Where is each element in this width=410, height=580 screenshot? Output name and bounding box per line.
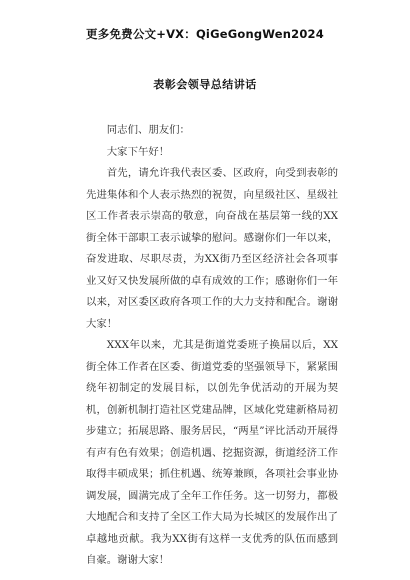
document-body bbox=[86, 120, 338, 572]
greeting: 大家下午好！ bbox=[106, 145, 170, 158]
salutation: 同志们、朋友们： bbox=[106, 124, 190, 136]
document-title: 表彰会领导总结讲话 bbox=[153, 78, 257, 91]
paragraph-achievements: XXX年以来，尤其是街道党委班子换届以后，XX街全体工作者在区委、街道党委的坚强领导下，紧紧围绕年初制定的发展目标，以创先争优活动的开展为契机，创新机制打造社区党建品牌，区域化党建新格局初步建立；拓展思路、服务居民，“两星”评比活动开展得有声有色有效果；创造机遇、挖掘资源，街道经济工作取得丰硕成果；抓住机遇、统筹兼顾，各项社会事业协调发展，圆满完成了全年工作任务。这一切努力，都极大地配合和支持了全区工作大局为长城区的发展作出了卓越地贡献。我为XX街有这样一支优秀的队伍而感到自豪。谢谢大家！ bbox=[86, 339, 338, 566]
promo-header: 更多免费公文+VX：QiGeGongWen2024 bbox=[86, 27, 324, 41]
paragraph-thanks: 首先，请允许我代表区委、区政府，向受到表彰的先进集体和个人表示热烈的祝贺，向星级社区、星级社区工作者表示崇高的敬意，向奋战在基层第一线的XX街全体干部职工表示诚挚的慰问。感谢你们一年以来，奋发进取、尽职尽责，为XX街乃至区经济社会各项事业又好又快发展所做的卓有成效的工作；感谢你们一年以来，对区委区政府各项工作的大力支持和配合。谢谢大家！ bbox=[86, 167, 338, 330]
